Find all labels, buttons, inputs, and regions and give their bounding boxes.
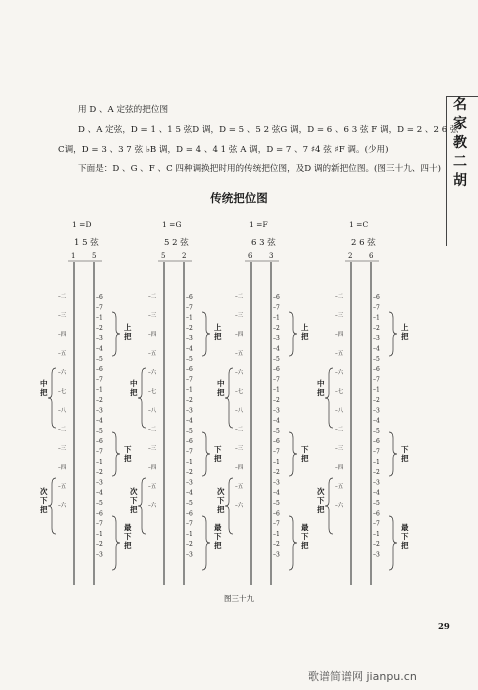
finger-mark: –七: [335, 389, 344, 395]
string-tuning-label: 5 2 弦: [164, 238, 189, 248]
finger-mark: –五: [148, 351, 157, 357]
position-label: 把: [124, 541, 132, 550]
note-mark: –3: [186, 551, 193, 559]
finger-mark: –八: [235, 408, 244, 414]
position-label: 下: [401, 532, 409, 541]
position-label: 把: [124, 332, 132, 341]
position-label: 最: [214, 523, 222, 532]
open-string-note: 2: [182, 252, 187, 260]
note-mark: –7: [96, 448, 103, 456]
finger-mark: –七: [148, 389, 157, 395]
note-mark: –7: [96, 520, 103, 528]
position-label: 中: [40, 379, 48, 388]
position-label: 上: [124, 323, 132, 332]
note-mark: –3: [273, 407, 280, 415]
note-mark: –6: [273, 294, 280, 301]
note-mark: –6: [373, 294, 380, 301]
finger-mark: –三: [335, 446, 344, 452]
note-mark: –7: [186, 376, 193, 384]
note-mark: –1: [373, 386, 380, 394]
finger-mark: –四: [335, 332, 344, 338]
open-string-note: 6: [369, 252, 374, 260]
note-mark: –3: [96, 551, 103, 559]
position-label: 最: [401, 523, 409, 532]
note-mark: –3: [96, 335, 103, 343]
finger-mark: –五: [58, 351, 67, 357]
note-mark: –6: [273, 438, 280, 446]
finger-mark: –五: [148, 484, 157, 490]
note-mark: –5: [186, 500, 193, 507]
finger-mark: –三: [335, 313, 344, 319]
position-label: 下: [401, 445, 409, 454]
position-label: 下: [217, 496, 225, 505]
side-tab-char: 家: [453, 116, 467, 132]
note-mark: –6: [273, 510, 280, 518]
finger-mark: –四: [235, 332, 244, 338]
open-string-note: 5: [92, 252, 97, 260]
finger-mark: –六: [58, 370, 67, 376]
note-mark: –4: [373, 417, 380, 425]
note-mark: –1: [273, 530, 280, 538]
position-bracket: [289, 312, 297, 356]
note-mark: –5: [273, 355, 280, 363]
note-mark: –7: [96, 376, 103, 384]
finger-mark: –八: [335, 408, 344, 414]
position-label: 下: [130, 496, 138, 505]
position-label: 下: [124, 532, 132, 541]
note-mark: –5: [273, 500, 280, 507]
finger-mark: –六: [148, 503, 157, 509]
finger-mark: –五: [58, 484, 67, 490]
note-mark: –7: [273, 304, 280, 312]
finger-mark: –六: [235, 370, 244, 376]
position-label: 中: [217, 379, 225, 388]
finger-mark: –七: [235, 389, 244, 395]
finger-mark: –三: [58, 446, 67, 452]
note-mark: –6: [186, 438, 193, 446]
side-tab-char: 教: [453, 135, 467, 151]
note-mark: –5: [96, 355, 103, 363]
finger-mark: –五: [235, 484, 244, 490]
position-label: 把: [124, 454, 132, 463]
position-label: 把: [317, 388, 325, 397]
position-bracket: [325, 478, 333, 534]
note-mark: –6: [96, 294, 103, 301]
finger-mark: –二: [335, 294, 344, 300]
note-mark: –1: [186, 458, 193, 466]
note-mark: –5: [373, 500, 380, 507]
note-mark: –7: [373, 520, 380, 528]
note-mark: –4: [273, 489, 280, 497]
finger-mark: –四: [58, 465, 67, 471]
finger-mark: –四: [58, 332, 67, 338]
position-label: 下: [214, 532, 222, 541]
finger-mark: –六: [58, 503, 67, 509]
finger-mark: –七: [58, 389, 67, 395]
finger-mark: –四: [235, 465, 244, 471]
note-mark: –6: [373, 438, 380, 446]
note-mark: –6: [186, 294, 193, 301]
finger-mark: –八: [58, 408, 67, 414]
position-label: 最: [124, 523, 132, 532]
position-label: 把: [401, 332, 409, 341]
note-mark: –3: [373, 479, 380, 487]
open-string-note: 5: [161, 252, 166, 260]
note-mark: –3: [186, 407, 193, 415]
note-mark: –7: [373, 376, 380, 384]
position-label: 下: [124, 445, 132, 454]
note-mark: –7: [273, 376, 280, 384]
position-label: 把: [401, 541, 409, 550]
note-mark: –4: [273, 417, 280, 425]
note-mark: –2: [373, 541, 380, 549]
position-label: 最: [301, 523, 309, 532]
side-tab-char: 二: [453, 154, 467, 170]
finger-mark: –四: [148, 465, 157, 471]
note-mark: –2: [186, 324, 193, 332]
note-mark: –1: [96, 458, 103, 466]
note-mark: –2: [373, 324, 380, 332]
position-label: 把: [214, 541, 222, 550]
note-mark: –3: [186, 335, 193, 343]
note-mark: –2: [96, 324, 103, 332]
position-bracket: [202, 432, 210, 476]
note-mark: –7: [96, 304, 103, 312]
note-mark: –3: [373, 551, 380, 559]
note-mark: –6: [186, 366, 193, 374]
position-label: 下: [317, 496, 325, 505]
position-label: 把: [217, 388, 225, 397]
position-bracket: [112, 312, 120, 356]
position-label: 把: [301, 454, 309, 463]
note-mark: –2: [273, 397, 280, 404]
position-label: 下: [214, 445, 222, 454]
note-mark: –1: [96, 314, 103, 322]
note-mark: –5: [96, 427, 103, 435]
finger-mark: –三: [148, 313, 157, 319]
position-label: 次: [130, 487, 138, 496]
note-mark: –1: [373, 314, 380, 322]
note-mark: –1: [186, 314, 193, 322]
finger-mark: –三: [148, 446, 157, 452]
note-mark: –5: [186, 427, 193, 435]
finger-mark: –三: [235, 313, 244, 319]
finger-mark: –四: [148, 332, 157, 338]
note-mark: –3: [373, 407, 380, 415]
open-string-note: 2: [348, 252, 353, 260]
note-mark: –7: [273, 448, 280, 456]
position-bracket: [112, 432, 120, 476]
note-mark: –6: [96, 510, 103, 518]
note-mark: –3: [186, 479, 193, 487]
note-mark: –1: [96, 386, 103, 394]
position-label: 中: [317, 379, 325, 388]
finger-mark: –二: [58, 427, 67, 433]
position-label: 把: [214, 332, 222, 341]
note-mark: –6: [186, 510, 193, 518]
diagram-title: 传统把位图: [210, 191, 268, 205]
figure-caption: 图三十九: [224, 594, 254, 603]
note-mark: –3: [273, 479, 280, 487]
position-bracket: [138, 368, 146, 428]
note-mark: –1: [273, 314, 280, 322]
position-bracket: [225, 478, 233, 534]
finger-mark: –二: [335, 427, 344, 433]
position-label: 把: [217, 505, 225, 514]
note-mark: –4: [186, 345, 193, 353]
note-mark: –2: [373, 397, 380, 404]
open-string-note: 6: [248, 252, 253, 260]
note-mark: –6: [373, 510, 380, 518]
position-label: 上: [301, 323, 309, 332]
note-mark: –1: [273, 458, 280, 466]
note-mark: –5: [373, 427, 380, 435]
position-label: 中: [130, 379, 138, 388]
finger-mark: –六: [335, 503, 344, 509]
position-label: 把: [401, 454, 409, 463]
note-mark: –1: [186, 386, 193, 394]
finger-mark: –六: [148, 370, 157, 376]
note-mark: –5: [186, 355, 193, 363]
page-number: 29: [438, 622, 450, 632]
finger-mark: –六: [235, 503, 244, 509]
note-mark: –7: [186, 448, 193, 456]
note-mark: –7: [373, 304, 380, 312]
note-mark: –4: [186, 489, 193, 497]
position-label: 把: [301, 332, 309, 341]
open-string-note: 1: [71, 252, 76, 260]
body-text-line: 下面是：D 、G 、F 、C 四种调换把时用的传统把位图，及D 调的新把位图。(图三十九、四十): [78, 164, 441, 174]
finger-mark: –二: [235, 294, 244, 300]
position-bracket: [289, 432, 297, 476]
watermark-text: 歌谱简谱网 jianpu.cn: [308, 670, 417, 683]
position-bracket: [112, 516, 120, 570]
position-bracket: [138, 478, 146, 534]
section-heading: 用 D 、A 定弦的把位图: [78, 105, 169, 115]
finger-mark: –五: [235, 351, 244, 357]
position-label: 把: [40, 505, 48, 514]
position-bracket: [48, 478, 56, 534]
note-mark: –7: [273, 520, 280, 528]
body-text-line: D 、A 定弦，D = 1 、1 5 弦D 调，D = 5 、5 2 弦G 调，D = 6 、6 3 弦 F 调，D = 2 、2 6 弦: [78, 125, 459, 135]
finger-mark: –三: [235, 446, 244, 452]
position-bracket: [48, 368, 56, 428]
position-label: 下: [301, 445, 309, 454]
note-mark: –2: [186, 469, 193, 477]
position-label: 上: [401, 323, 409, 332]
finger-mark: –六: [335, 370, 344, 376]
key-signature-label: 1 =D: [72, 220, 92, 229]
note-mark: –4: [96, 489, 103, 497]
note-mark: –2: [186, 541, 193, 549]
position-label: 把: [301, 541, 309, 550]
position-bracket: [202, 312, 210, 356]
note-mark: –5: [373, 355, 380, 363]
position-label: 把: [130, 388, 138, 397]
position-bracket: [389, 516, 397, 570]
note-mark: –3: [96, 407, 103, 415]
position-bracket: [389, 312, 397, 356]
position-label: 把: [317, 505, 325, 514]
key-signature-label: 1 =G: [162, 220, 182, 229]
note-mark: –6: [373, 366, 380, 374]
side-tab-char: 胡: [453, 173, 467, 189]
note-mark: –1: [96, 530, 103, 538]
note-mark: –1: [273, 386, 280, 394]
position-label: 把: [130, 505, 138, 514]
string-tuning-label: 6 3 弦: [251, 238, 276, 248]
finger-mark: –五: [335, 484, 344, 490]
finger-mark: –二: [235, 427, 244, 433]
string-tuning-label: 2 6 弦: [351, 238, 376, 248]
note-mark: –2: [96, 541, 103, 549]
string-tuning-label: 1 5 弦: [74, 238, 99, 248]
position-label: 次: [40, 487, 48, 496]
note-mark: –6: [273, 366, 280, 374]
note-mark: –1: [373, 458, 380, 466]
position-label: 次: [217, 487, 225, 496]
note-mark: –2: [96, 469, 103, 477]
note-mark: –4: [186, 417, 193, 425]
body-text-line: C调，D = 3 、3 7 弦 ♭B 调，D = 4 、4 1 弦 A 调，D = 7 、7 ♯4 弦 ♯F 调。(少用): [58, 145, 389, 155]
finger-mark: –二: [148, 294, 157, 300]
position-bracket: [225, 368, 233, 428]
note-mark: –7: [186, 304, 193, 312]
note-mark: –2: [96, 397, 103, 404]
note-mark: –4: [273, 345, 280, 353]
finger-mark: –五: [335, 351, 344, 357]
key-signature-label: 1 =C: [349, 220, 369, 229]
position-label: 次: [317, 487, 325, 496]
position-label: 下: [301, 532, 309, 541]
note-mark: –2: [373, 469, 380, 477]
note-mark: –4: [96, 345, 103, 353]
note-mark: –6: [96, 366, 103, 374]
note-mark: –3: [273, 551, 280, 559]
note-mark: –2: [273, 469, 280, 477]
position-label: 把: [214, 454, 222, 463]
note-mark: –4: [373, 345, 380, 353]
note-mark: –3: [273, 335, 280, 343]
note-mark: –1: [186, 530, 193, 538]
note-mark: –2: [186, 397, 193, 404]
note-mark: –5: [96, 500, 103, 507]
finger-mark: –四: [335, 465, 344, 471]
position-bracket: [202, 516, 210, 570]
note-mark: –2: [273, 324, 280, 332]
position-bracket: [325, 368, 333, 428]
note-mark: –6: [96, 438, 103, 446]
position-label: 把: [40, 388, 48, 397]
finger-mark: –八: [148, 408, 157, 414]
position-label: 上: [214, 323, 222, 332]
finger-mark: –三: [58, 313, 67, 319]
note-mark: –4: [373, 489, 380, 497]
side-tab-char: 名: [453, 97, 467, 113]
note-mark: –4: [96, 417, 103, 425]
position-bracket: [289, 516, 297, 570]
open-string-note: 3: [269, 252, 274, 260]
note-mark: –1: [373, 530, 380, 538]
note-mark: –3: [373, 335, 380, 343]
finger-mark: –二: [148, 427, 157, 433]
finger-mark: –二: [58, 294, 67, 300]
note-mark: –5: [273, 427, 280, 435]
note-mark: –7: [373, 448, 380, 456]
position-label: 下: [40, 496, 48, 505]
key-signature-label: 1 =F: [249, 220, 268, 229]
note-mark: –2: [273, 541, 280, 549]
position-bracket: [389, 432, 397, 476]
note-mark: –3: [96, 479, 103, 487]
note-mark: –7: [186, 520, 193, 528]
